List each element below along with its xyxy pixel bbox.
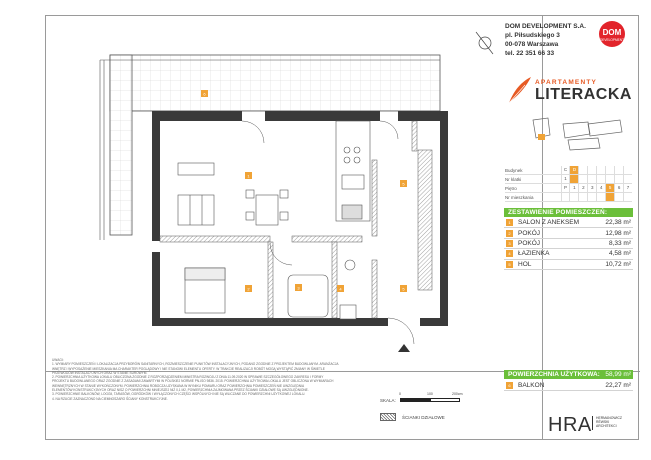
scale-tick-200: 200cm <box>452 392 463 396</box>
walls-legend <box>380 413 445 421</box>
info-cell: P <box>561 184 570 192</box>
info-row-label: Nr klatki <box>505 176 522 182</box>
usable-area-label: POWIERZCHNIA UŻYTKOWA: <box>508 371 600 378</box>
info-cell <box>614 175 623 183</box>
room-row <box>504 239 633 249</box>
info-row-label: Nr mieszkania <box>505 194 534 200</box>
info-row-label: Piętro <box>505 185 517 191</box>
room-name: ŁAZIENKA <box>518 250 550 258</box>
info-row <box>505 184 632 193</box>
brand-small: APARTAMENTY <box>535 79 598 86</box>
architect-logo: HRA <box>548 414 592 436</box>
room-area: 12,98 m² <box>605 229 631 237</box>
info-cell <box>623 166 632 174</box>
scale-bar <box>400 398 460 402</box>
info-cell <box>569 193 578 201</box>
info-cell <box>605 193 614 201</box>
room-area: 4,58 m² <box>608 250 631 258</box>
info-cell: 6 <box>614 184 623 192</box>
architect-divider <box>592 416 593 430</box>
plan-label-pokoj-small: 3 <box>297 285 300 291</box>
room-number: 4 <box>506 250 513 257</box>
notes <box>52 358 357 401</box>
info-row <box>505 166 632 175</box>
info-cell: C <box>561 166 570 174</box>
info-cell: 7 <box>623 184 632 192</box>
north-arrow-icon <box>476 32 493 54</box>
info-cell: 5 <box>605 184 614 192</box>
info-cell: D <box>569 166 578 174</box>
info-cell <box>614 193 623 201</box>
walls-legend-label: ŚCIANKI DZIAŁOWE <box>402 414 445 420</box>
plan-label-lazienka: 4 <box>339 286 342 292</box>
info-cell <box>596 166 605 174</box>
info-cell: 1 <box>561 175 570 183</box>
walls-swatch <box>380 413 396 421</box>
rooms-header: ZESTAWIENIE POMIESZCZEŃ: <box>504 208 633 217</box>
architect-line-2: RÉWSKI <box>596 420 610 425</box>
room-number: 3 <box>506 240 513 247</box>
brand-big: LITERACKA <box>535 86 632 103</box>
room-area: 10,72 m² <box>605 260 631 268</box>
room-row <box>504 218 633 228</box>
notes-lines <box>52 362 357 401</box>
architect-names <box>596 416 622 429</box>
room-name: SALON Z ANEKSEM <box>518 219 580 227</box>
scale-label: SKALA: <box>380 398 396 403</box>
company-city: 00-078 Warszawa <box>505 41 559 48</box>
room-number: 2 <box>506 230 513 237</box>
project-brand <box>505 75 635 105</box>
room-name: POKÓJ <box>518 229 541 237</box>
room-row <box>504 260 633 270</box>
info-cell: 1 <box>569 184 578 192</box>
info-row <box>505 175 632 184</box>
plan-label-salon: 1 <box>247 173 250 179</box>
plan-label-hol-2: 5 <box>402 286 405 292</box>
note-line: PROJEKTU BUDOWLANEGO ORAZ ZGODNIE Z ZASADAMI ZAWARTYMI W POLSKIEJ NORMIE PN-ISO 9836. 2015. POWIERZCHNIA UŻYTKOWA LOKALU JEST OBLICZONA W WYMIARACH <box>52 379 334 384</box>
balcony-row <box>504 380 633 391</box>
info-cell: 4 <box>596 184 605 192</box>
note-line: 3. POWIERZCHNIE BALKONÓW, LOGGII, TARASÓW, OGRÓDKÓW I WYŁĄCZONYCH CZĘŚCI WSPÓLNYCH NIE SĄ WLICZANE DO POWIERZCHNI UŻYTKOWEJ LOKALU. <box>52 392 306 397</box>
room-area: 22,38 m² <box>605 219 631 227</box>
bed <box>185 268 225 313</box>
info-cell <box>561 193 570 201</box>
company-phone: tel. 22 351 66 33 <box>505 50 555 57</box>
info-cell: 2 <box>578 184 587 192</box>
rooms-list <box>504 218 633 270</box>
room-number: 1 <box>506 219 513 226</box>
notes-heading: UWAGI: <box>52 358 64 362</box>
room-name: POKÓJ <box>518 239 541 247</box>
info-cell <box>569 175 578 183</box>
scale-tick-0: 0 <box>399 392 401 396</box>
scale-tick-100: 100 <box>427 392 433 396</box>
info-cell <box>578 175 587 183</box>
balcony-name: BALKON <box>518 381 545 389</box>
note-line: ELEMENTÓW KONSTRUKCYJNYCH ORAZ NISZ O POWIERZCHNI MNIEJSZEJ NIŻ 0,1 M2. POWIERZCHNIA ZAJMOWANA PRZEZ ŚCIANKI DZIAŁOWE SĄ UWZGLĘDNIONE. <box>52 388 309 393</box>
info-cell <box>605 175 614 183</box>
note-line: 2. POWIERZCHNIA UŻYTKOWA LOKALU OBLICZONA ZGODNIE Z ROZPORZĄDZENIEM MINISTRA ROZWOJU Z DNIA 11.09.2020 W SPRAWIE SZCZEGÓŁOWEGO ZAKRESU I FORMY <box>52 375 324 380</box>
info-cell <box>623 175 632 183</box>
room-number: 5 <box>506 261 513 268</box>
logo-sub: DEVELOPMENT <box>599 38 625 42</box>
balcony-number: 6 <box>506 382 513 389</box>
wardrobe <box>418 150 432 290</box>
note-line: 4. NA RZUCIE ZAZNACZONO NA CIEMNOSZARO ŚCIANY KONSTRUKCYJNE. <box>52 396 168 401</box>
entrance-arrow-icon <box>398 344 410 352</box>
note-line: 1. WYMIARY POMIESZCZEŃ I LOKALIZACJA PRZYBORÓW SANITARNYCH, ROZMIESZCZENIE PUNKTÓW INSTALACYJNYCH, PODANO ZGODNIE Z PROJEKTEM BUDOWLANYM. ARANŻACJA <box>52 362 339 367</box>
company-name: DOM DEVELOPMENT S.A. <box>505 23 586 30</box>
info-row-label: Budynek <box>505 167 523 173</box>
note-line: PRZEWODÓW INSTALACYJNYCH ORAZ W STANIE SUROWYM. <box>52 370 148 375</box>
plan-label-balcony: 6 <box>203 91 206 97</box>
note-line: WNĘTRZ I WYPOSAŻENIE MIESZKANIA MA CHARAKTER POGLĄDOWY I NIE STANOWI ELEMENTU OFERTY. W TRAKCIE REALIZACJI ROBÓT MOGĄ WYSTĄPIĆ ZMIANY W ŚWIETLE <box>52 366 325 371</box>
unit-info-table <box>505 166 632 202</box>
room-name: HOL <box>518 260 532 268</box>
architect-line-3: ARCHITEKCI <box>596 424 617 429</box>
info-cell <box>578 193 587 201</box>
dining-table <box>246 190 288 225</box>
info-cell <box>587 175 596 183</box>
architect-line-1: HERMANOWICZ <box>596 416 622 420</box>
room-row <box>504 249 633 259</box>
usable-area-value: 58,99 m² <box>605 371 631 378</box>
kitchen <box>336 121 370 221</box>
info-row <box>505 193 632 202</box>
company-info <box>505 22 586 58</box>
info-cell <box>587 193 596 201</box>
info-cell <box>578 166 587 174</box>
feather-icon <box>505 75 533 105</box>
building-location-map <box>528 110 628 160</box>
usable-area-summary <box>504 370 633 379</box>
balcony-area-value: 22,27 m² <box>605 381 631 389</box>
plan-label-pokoj-big: 2 <box>247 286 250 292</box>
info-cell: 3 <box>587 184 596 192</box>
info-cell <box>614 166 623 174</box>
room-row <box>504 228 633 238</box>
info-cell <box>596 175 605 183</box>
info-cell <box>596 193 605 201</box>
sofa <box>178 163 214 225</box>
logo-text: DOM <box>602 28 622 37</box>
info-cell <box>587 166 596 174</box>
info-cell <box>623 193 632 201</box>
info-cell <box>605 166 614 174</box>
note-line: WEWNĘTRZNYCH W STANIE WYKOŃCZONYM. POWIERZCHNIA ROBOCZA UZYSKANA W WYNIKU POMIARU ORAZ POWIERZCHNIA POMIESZCZEŃ NIE UWZGLĘDNIA <box>52 383 305 388</box>
room-area: 8,33 m² <box>608 239 631 247</box>
dom-development-logo-icon <box>594 20 630 50</box>
plan-label-hol: 5 <box>402 181 405 187</box>
company-street: pl. Piłsudskiego 3 <box>505 32 560 39</box>
